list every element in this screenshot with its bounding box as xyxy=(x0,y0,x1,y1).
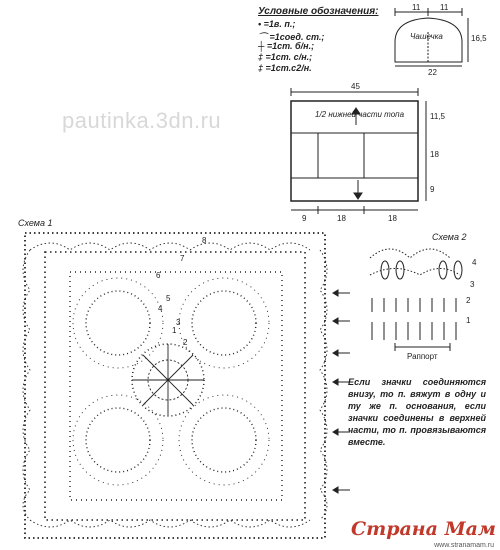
double-crochet-icon: ‡ xyxy=(258,52,264,62)
legend-text: =1ст. с/н.; xyxy=(265,52,313,62)
panel-right-bottom: 9 xyxy=(430,185,435,194)
repeat-label: Раппорт xyxy=(407,352,438,361)
legend-text: =1соед. ст.; xyxy=(269,32,325,42)
panel-bottom-left: 9 xyxy=(302,214,307,223)
cup-label: Чашечка xyxy=(410,32,443,41)
slip-stitch-icon: ⌒ xyxy=(258,32,268,42)
scheme2-title: Схема 2 xyxy=(432,232,467,242)
round-number: 7 xyxy=(180,254,185,263)
site-logo-url: www.stranamam.ru xyxy=(434,542,494,549)
panel-right-top: 11,5 xyxy=(430,112,445,121)
scheme1-pattern xyxy=(23,233,327,538)
panel-right-mid: 18 xyxy=(430,150,439,159)
legend-text: =1в. п.; xyxy=(263,19,296,29)
panel-top: 45 xyxy=(351,82,360,91)
row-number: 3 xyxy=(470,280,475,289)
round-number: 8 xyxy=(202,236,207,245)
panel-label: 1/2 нижней части топа xyxy=(315,110,405,119)
scheme2-pattern xyxy=(370,249,462,351)
panel-diagram xyxy=(291,88,426,214)
site-logo: Страна Мам xyxy=(350,518,496,540)
row-number: 2 xyxy=(466,296,471,305)
panel-bottom-right: 18 xyxy=(388,214,397,223)
scheme1-title: Схема 1 xyxy=(18,218,53,228)
pattern-note: Если значки соединяются внизу, то п. вяжут в одну и ту же п. основания, если значки соединены в верхней части, то п. провязываются вместе. xyxy=(348,377,486,447)
round-number: 3 xyxy=(176,318,181,327)
round-number: 1 xyxy=(172,326,177,335)
cup-bottom: 22 xyxy=(428,68,437,77)
cup-top-left: 11 xyxy=(412,3,421,12)
cup-top-right: 11 xyxy=(440,3,449,12)
treble-crochet-icon: ‡ xyxy=(258,63,264,73)
chain-symbol-icon: • xyxy=(258,19,262,29)
watermark: pautinka.3dn.ru xyxy=(62,108,222,133)
round-number: 5 xyxy=(166,294,171,303)
cup-height: 16,5 xyxy=(471,34,487,43)
row-number: 4 xyxy=(472,258,477,267)
round-number: 4 xyxy=(158,304,163,313)
legend-text: =1ст. б/н.; xyxy=(266,41,315,51)
single-crochet-icon: ┼ xyxy=(258,41,265,51)
legend-text: =1ст.с2/н. xyxy=(265,63,312,73)
legend-title: Условные обозначения: xyxy=(258,6,379,17)
round-number: 2 xyxy=(183,338,188,347)
panel-bottom-mid: 18 xyxy=(337,214,346,223)
row-number: 1 xyxy=(466,316,471,325)
round-number: 6 xyxy=(156,271,161,280)
